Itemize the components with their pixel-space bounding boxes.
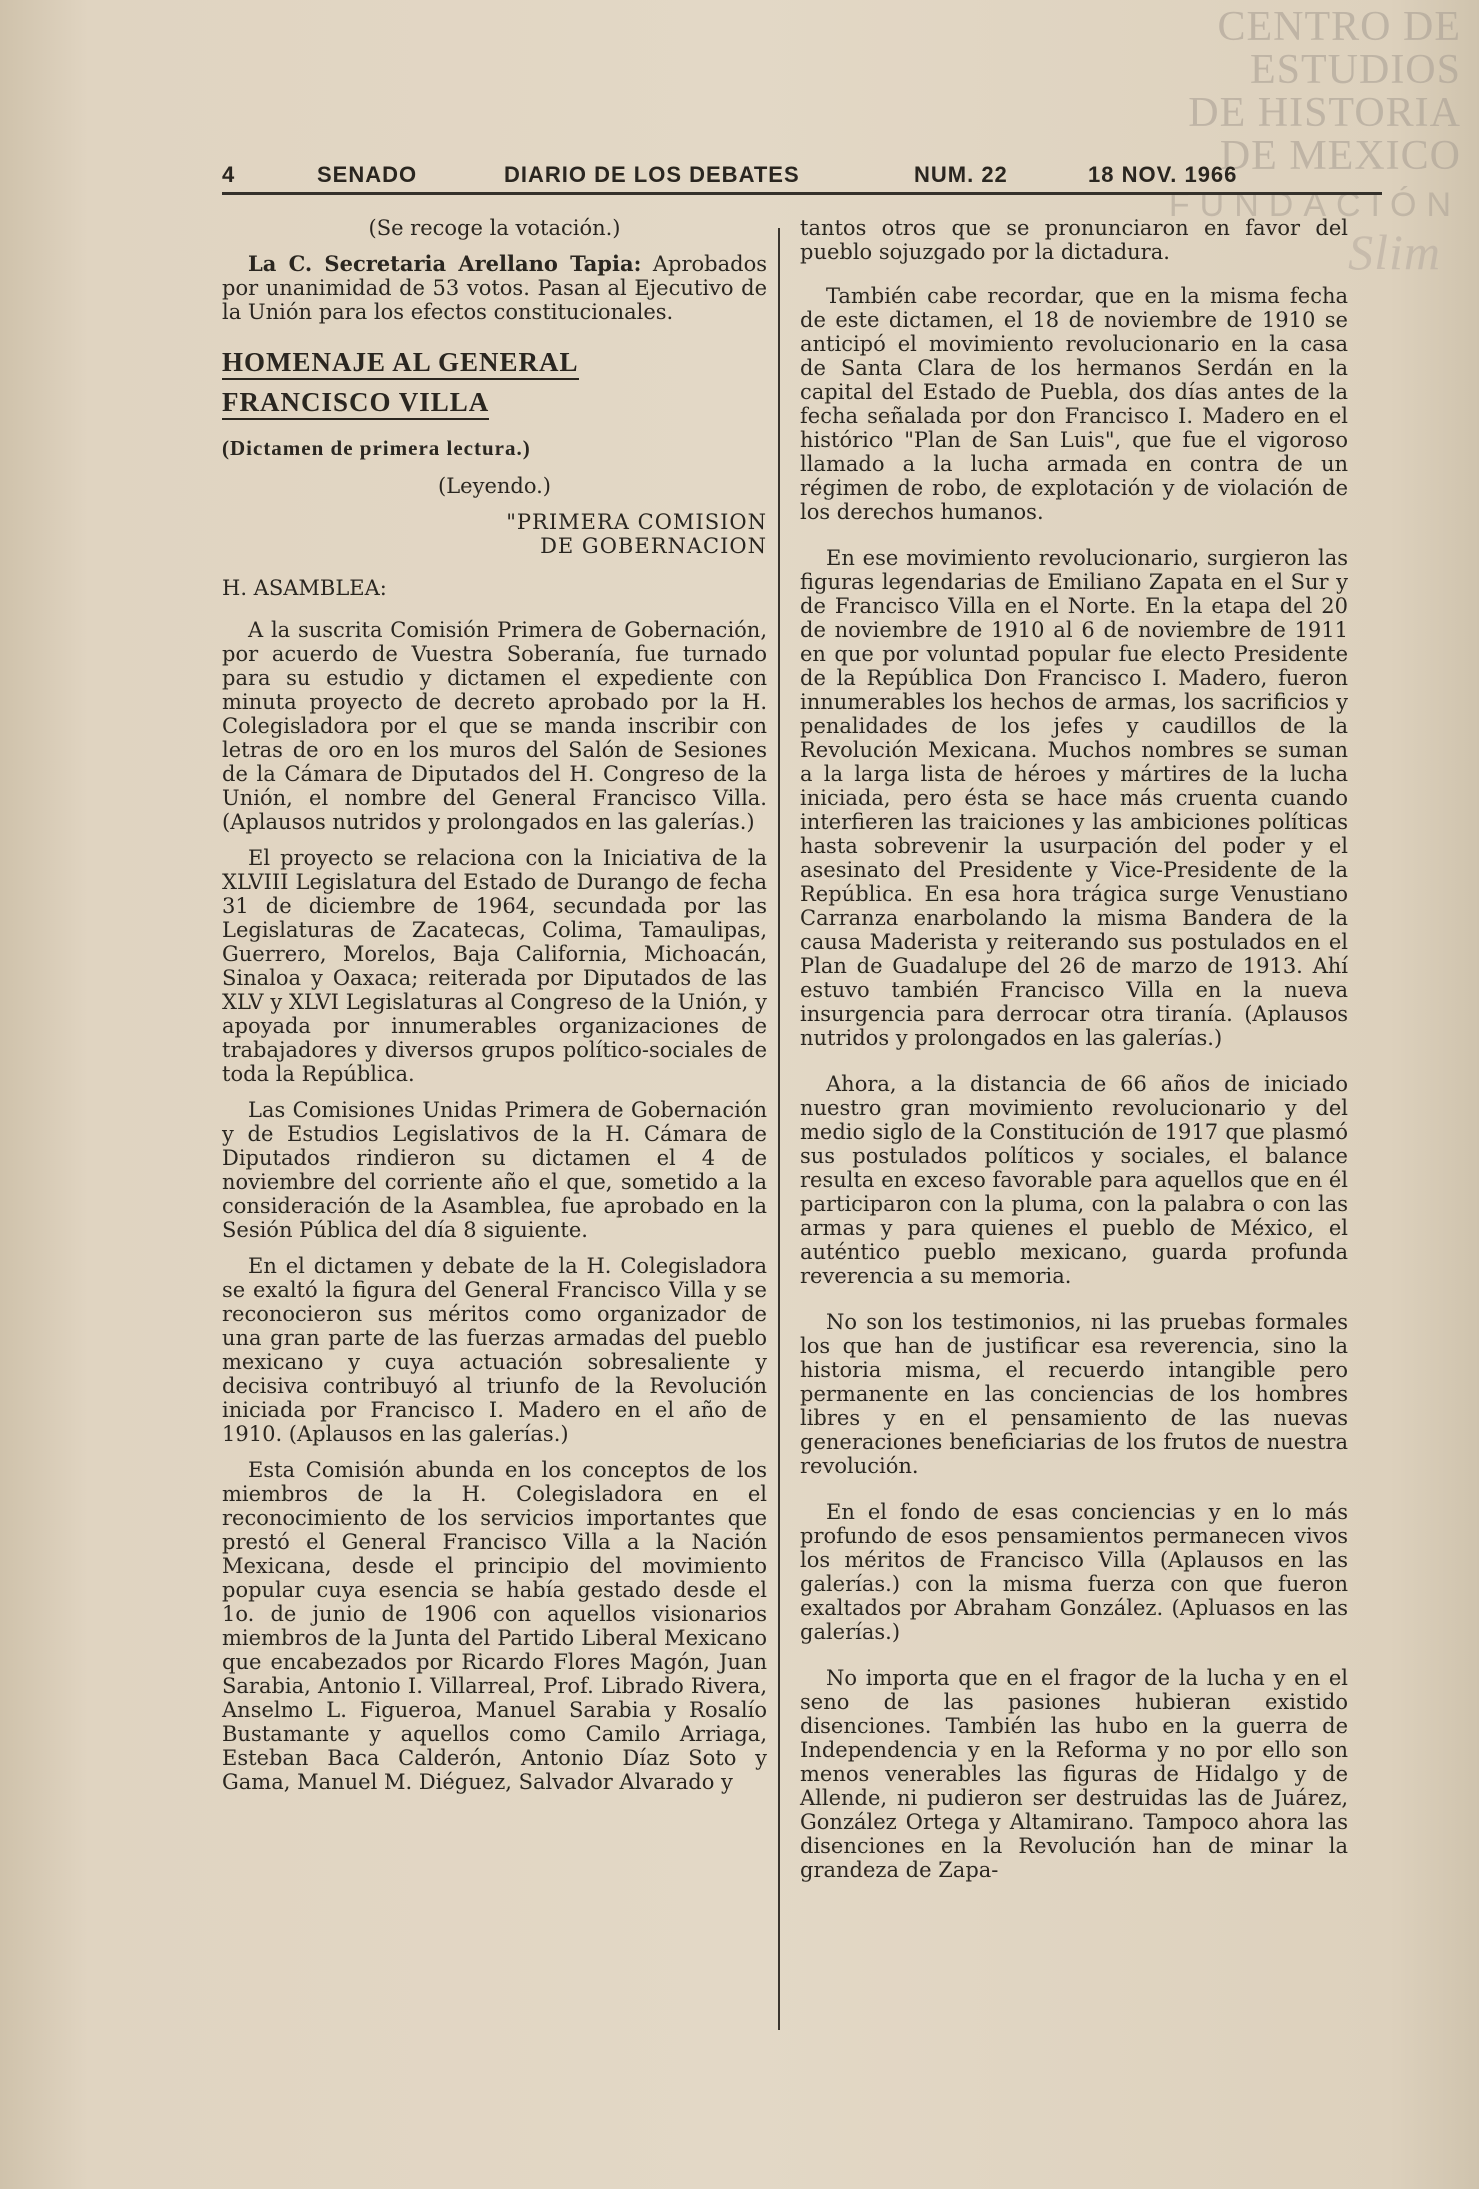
watermark-line: DE MEXICO [1219,133,1461,179]
paragraph: El proyecto se relaciona con la Iniciativa de la XLVIII Legislatura del Estado de Durango de fecha 31 de diciembre de 1964, secundada por las Legislaturas de Zacatecas, Colima, Tamaulipas, Guerrero, Morelos, Baja California, Michoacán, Sinaloa y Oaxaca; reiterada por Diputados de las XLV y XLVI Legislaturas al Congreso de la Unión, y apoyada por innumerables organizaciones de trabajadores y diversos grupos político-sociales de toda la República. [222,846,767,1086]
right-column [800,216,1348,1894]
section-heading-2: FRANCISCO VILLA [222,390,489,420]
header-number: NUM. 22 [914,162,1008,187]
paragraph: Las Comisiones Unidas Primera de Gobernación y de Estudios Legislativos de la H. Cámara de Diputados rindieron su dictamen el 4 de noviembre del corriente año el que, sometido a la consideración de la Asamblea, fue aprobado en la Sesión Pública del día 8 siguiente. [222,1098,767,1242]
speaker-name: La C. Secretaria Arellano Tapia: [248,251,642,276]
section-subtitle: (Dictamen de primera lectura.) [222,436,531,460]
paragraph: También cabe recordar, que en la misma fecha de este dictamen, el 18 de noviembre de 1910 se anticipó el movimiento revolucionario en la casa de Santa Clara de los hermanos Serdán en la capital del Estado de Puebla, dos días antes de la fecha señalada por don Francisco I. Madero en el histórico "Plan de San Luis", que fue el vigoroso llamado a la lucha armada en contra de un régimen de robo, de explotación y de violación de los derechos humanos. [800,284,1348,524]
header-publication: DIARIO DE LOS DEBATES [504,162,800,187]
commission-line-2: DE GOBERNACION [540,534,767,558]
paragraph: tantos otros que se pronunciaron en favor del pueblo sojuzgado por la dictadura. [800,216,1348,264]
header-section: SENADO [317,162,418,187]
watermark-line: DE HISTORIA [1188,90,1461,136]
commission-line-1: "PRIMERA COMISION [506,510,767,534]
salutation: H. ASAMBLEA: [222,576,387,600]
paragraph: A la suscrita Comisión Primera de Gobernación, por acuerdo de Vuestra Soberanía, fue turnado para su estudio y dictamen el expediente con minuta proyecto de decreto aprobado por la H. Colegisladora por el que se manda inscribir con letras de oro en los muros del Salón de Sesiones de la Cámara de Diputados del H. Congreso de la Unión, el nombre del General Francisco Villa. (Aplausos nutridos y prolongados en las galerías.) [222,618,767,834]
reading-note: (Leyendo.) [438,474,551,498]
left-column [222,216,767,1806]
paragraph: Ahora, a la distancia de 66 años de iniciado nuestro gran movimiento revolucionario y del medio siglo de la Constitución de 1917 que plasmó sus postulados políticos y sociales, el balance resulta en exceso favorable para aquellos que en él participaron con la pluma, con la palabra o con las armas y para quienes el pueblo de México, el auténtico pueblo mexicano, guarda profunda reverencia a su memoria. [800,1072,1348,1288]
paragraph: En ese movimiento revolucionario, surgieron las figuras legendarias de Emiliano Zapata en el Sur y de Francisco Villa en el Norte. En la etapa del 20 de noviembre de 1910 al 6 de noviembre de 1911 en que por voluntad popular fue electo Presidente de la República Don Francisco I. Madero, fueron innumerables los hechos de armas, los sacrificios y penalidades de los jefes y caudillos de la Revolución Mexicana. Muchos nombres se suman a la larga lista de héroes y mártires de la lucha iniciada, pero ésta se hace más cruenta cuando interfieren las traiciones y las ambiciones políticas hasta sobrevenir la usurpación del poder y el asesinato del Presidente y Vice-Presidente de la República. En esa hora trágica surge Venustiano Carranza enarbolando la misma Bandera de la causa Maderista y reiterando sus postulados en el Plan de Guadalupe del 26 de marzo de 1913. Ahí estuvo también Francisco Villa en la nueva insurgencia para derrocar otra tiranía. (Aplausos nutridos y prolongados en las galerías.) [800,546,1348,1050]
watermark-line: CENTRO DE [1217,4,1461,50]
watermark-fundacion: FUNDACIÓN [1168,186,1461,224]
speaker-text: Aprobados por unanimidad de 53 votos. Pasan al Ejecutivo de la Unión para los efectos constitucionales. [222,252,768,324]
column-divider [778,228,780,2030]
watermark-line: ESTUDIOS [1249,47,1461,93]
paragraph: No son los testimonios, ni las pruebas formales los que han de justificar esa reverencia, sino la historia misma, el recuerdo intangible pero permanente en las conciencias de los hombres libres y en el pensamiento de las nuevas generaciones beneficiarias de los frutos de nuestra revolución. [800,1310,1348,1478]
paragraph: Esta Comisión abunda en los conceptos de los miembros de la H. Colegisladora en el reconocimiento de los servicios importantes que prestó el General Francisco Villa a la Nación Mexicana, desde el principio del movimiento popular cuya esencia se había gestado desde el 1o. de junio de 1906 con aquellos visionarios miembros de la Junta del Partido Liberal Mexicano que encabezados por Ricardo Flores Magón, Juan Sarabia, Antonio I. Villarreal, Prof. Librado Rivera, Anselmo L. Figueroa, Manuel Sarabia y Rosalío Bustamante y aquellos como Camilo Arriaga, Esteban Baca Calderón, Antonio Díaz Soto y Gama, Manuel M. Diéguez, Salvador Alvarado y [222,1458,767,1794]
vote-note: (Se recoge la votación.) [368,216,621,240]
secretaria-paragraph [222,252,767,324]
paragraph: En el dictamen y debate de la H. Colegisladora se exaltó la figura del General Francisco Villa y se reconocieron sus méritos como organizador de una gran parte de las fuerzas armadas del pueblo mexicano y cuya actuación sobresaliente y decisiva contribuyó al triunfo de la Revolución iniciada por Francisco I. Madero en el año de 1910. (Aplausos en las galerías.) [222,1254,767,1446]
section-heading-1: HOMENAJE AL GENERAL [222,350,579,380]
paragraph: No importa que en el fragor de la lucha y en el seno de las pasiones hubieran existido disenciones. También las hubo en la guerra de Independencia y en la Reforma y no por ello son menos venerables las figuras de Hidalgo y de Allende, ni pudieron ser destruidas las de Juárez, González Ortega y Altamirano. Tampoco ahora las disenciones en la Revolución han de minar la grandeza de Zapa- [800,1666,1348,1882]
header-date: 18 NOV. 1966 [1088,162,1238,187]
watermark-signature: Slim [1348,224,1441,280]
paragraph: En el fondo de esas conciencias y en lo más profundo de esos pensamientos permanecen vivos los méritos de Francisco Villa (Aplausos en las galerías.) con la misma fuerza con que fueron exaltados por Abraham González. (Apluasos en las galerías.) [800,1500,1348,1644]
page-header [222,158,1382,195]
page-number: 4 [222,162,236,187]
